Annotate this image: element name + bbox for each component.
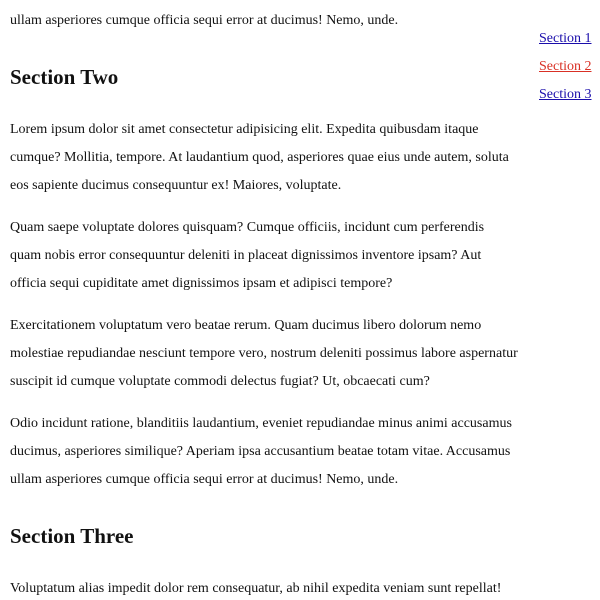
section-two-paragraph-4: Odio incidunt ratione, blanditiis laudantium, eveniet repudiandae minus animi accusamus ducimus, asperiores similique? Aperiam ipsa accusantium beatae totam vitae. Accusamus ullam asperiores cumque officia sequi error at ducimus! Nemo, unde. [10, 416, 512, 487]
section-two [10, 60, 518, 494]
section-three-paragraph-1: Voluptatum alias impedit dolor rem consequatur, ab nihil expedita veniam sunt repellat! [10, 581, 502, 596]
section-one [10, 0, 518, 35]
section-three [10, 519, 518, 600]
toc-link-section-2[interactable]: Section 2 [539, 59, 592, 74]
section-two-paragraph-3: Exercitationem voluptatum vero beatae rerum. Quam ducimus libero dolorum nemo molestiae repudiandae nesciunt tempore vero, nostrum deleniti possimus labore aspernatur suscipit id cumque voluptate commodi delectus fugiat? Ut, obcaecati cum? [10, 318, 518, 389]
toc-link-section-3[interactable]: Section 3 [539, 87, 592, 102]
section-one-paragraph: ullam asperiores cumque officia sequi error at ducimus! Nemo, unde. [10, 13, 399, 28]
section-two-paragraph-2: Quam saepe voluptate dolores quisquam? Cumque officiis, incidunt cum perferendis quam nobis error consequuntur deleniti in placeat dignissimos inventore ipsam? Aut officia sequi cupiditate amet dignissimos ipsam et adipisci tempore? [10, 220, 485, 291]
section-two-paragraph-1: Lorem ipsum dolor sit amet consectetur adipisicing elit. Expedita quibusdam itaque cumque? Mollitia, tempore. At laudantium quod, asperiores quae eius unde autem, soluta eos sapiente ducimus consequuntur ex! Maiores, voluptate. [10, 122, 509, 193]
main-content [10, 0, 518, 600]
section-three-heading: Section Three [10, 524, 134, 548]
section-two-heading: Section Two [10, 65, 119, 89]
toc-link-section-1[interactable]: Section 1 [539, 31, 592, 46]
table-of-contents [539, 25, 599, 109]
